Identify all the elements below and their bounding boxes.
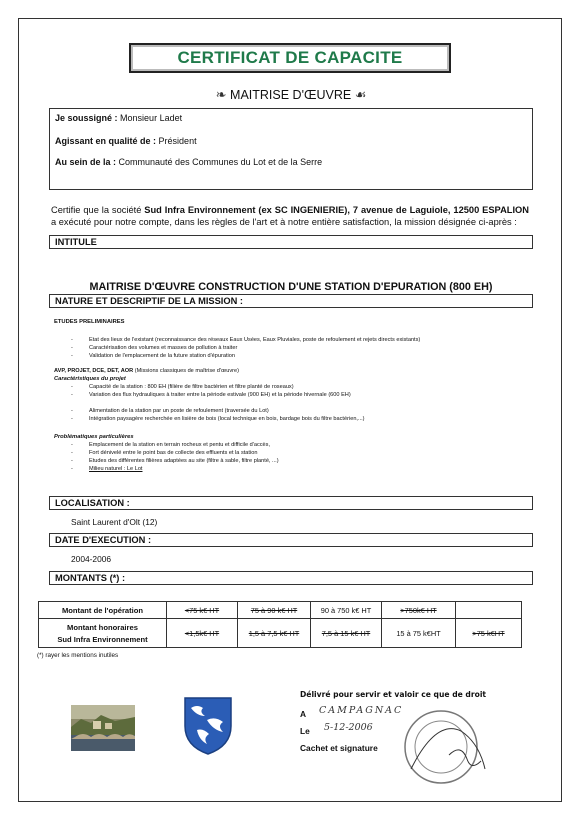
etudes-item: Caractérisation des volumes et masses de pollution à traiter — [89, 345, 238, 351]
row1-label: Montant de l'opération — [39, 602, 167, 619]
ornament-left-icon: ❧ — [215, 87, 227, 102]
prob-item: Emplacement de la station en terrain rocheux et pentu et difficile d'accès, — [89, 442, 270, 448]
row2-cell: <1,5k€ HT — [167, 619, 238, 648]
ornament-right-icon: ☙ — [354, 87, 367, 102]
sein-row — [55, 157, 322, 167]
bullet-icon: - — [71, 353, 73, 359]
row2-label — [39, 619, 167, 648]
carac-item: Intégration paysagère recherchée en lisière de bois (local technique en bois, bardage bois du filtre bactérien,...) — [89, 416, 365, 422]
row2-cell: 15 à 75 k€HT — [382, 619, 456, 648]
bullet-icon: - — [71, 416, 73, 422]
prob-item: Etudes des différentes filières adaptées au site (filtre à sable, filtre planté, ...) — [89, 458, 279, 464]
sein-value: Communauté des Communes du Lot et de la Serre — [118, 157, 323, 167]
prob-item: Fort dénivelé entre le point bas de collecte des effluents et la station — [89, 450, 258, 456]
a-value: CAMPAGNAC — [319, 705, 404, 716]
carac-item: Alimentation de la station par un poste de refoulement (traversée du Lot) — [89, 408, 269, 414]
subtitle-text: MAITRISE D'ŒUVRE — [230, 88, 352, 102]
section-localisation: LOCALISATION : — [49, 496, 533, 510]
avp-sub: (Missions classiques de maîtrise d'œuvre) — [133, 368, 239, 374]
date-value: 2004-2006 — [71, 554, 112, 564]
row1-cell — [456, 602, 522, 619]
bullet-icon: - — [71, 450, 73, 456]
bullet-icon: - — [71, 466, 73, 472]
avp-line — [54, 368, 239, 376]
bullet-icon: - — [71, 384, 73, 390]
row2-label-b: Sud Infra Environnement — [57, 634, 148, 644]
row1-cell: 75 à 90 k€ HT — [238, 602, 311, 619]
stamp-ring — [405, 711, 477, 783]
subtitle — [19, 87, 563, 103]
qualite-row — [55, 136, 197, 146]
delivery-line: Délivré pour servir et valoir ce que de droit — [300, 690, 487, 699]
section-montants: MONTANTS (*) : — [49, 571, 533, 585]
signatory-box — [49, 108, 533, 190]
intro-part2: a exécuté pour notre compte, dans les règles de l'art et à notre entière satisfaction, la mission désignée ci-après : — [51, 216, 517, 227]
shield-icon — [185, 698, 231, 754]
table-row — [39, 619, 522, 648]
row2-label-a: Montant honoraires — [67, 622, 138, 632]
prob-item: Milieu naturel : Le Lot — [89, 466, 143, 472]
avp-heading: AVP, PROJET, DCE, DET, AOR — [54, 368, 134, 374]
etudes-heading: ETUDES PRELIMINAIRES — [54, 319, 125, 325]
stamp-inner-ring — [415, 721, 467, 773]
intro-part1: Certifie que la société — [51, 205, 145, 215]
bullet-icon: - — [71, 442, 73, 448]
carac-heading: Caractéristiques du projet — [54, 376, 126, 382]
intro-company: Sud Infra Environnement (ex SC INGENIERIE), 7 avenue de Laguiole, 12500 ESPALION — [144, 205, 529, 215]
carac-item: Variation des flux hydrauliques à traiter entre la période estivale (900 EH) et la période hivernale (600 EH) — [89, 392, 351, 398]
row2-cell: 7,5 à 15 k€ HT — [311, 619, 382, 648]
row2-cell: >75 k€HT — [456, 619, 522, 648]
official-stamp — [391, 699, 497, 789]
intro-paragraph — [51, 205, 529, 228]
qualite-label: Agissant en qualité de : — [55, 136, 157, 146]
le-value: 5-12-2006 — [324, 722, 373, 733]
row1-cell: 90 à 750 k€ HT — [311, 602, 382, 619]
row1-cell: >750k€ HT — [382, 602, 456, 619]
a-label: A — [300, 709, 307, 719]
qualite-value: Président — [158, 136, 197, 146]
soussigne-value: Monsieur Ladet — [120, 113, 183, 123]
certificate-page — [18, 18, 562, 802]
localisation-value: Saint Laurent d'Olt (12) — [71, 517, 158, 527]
bullet-icon: - — [71, 392, 73, 398]
montants-table — [38, 601, 522, 648]
le-label: Le — [300, 726, 310, 736]
bullet-icon: - — [71, 458, 73, 464]
photo-house — [105, 723, 112, 729]
etudes-item: Etat des lieux de l'existant (reconnaissance des réseaux Eaux Usées, Eaux Pluviales, poste de refoulement et rejets directs existants) — [89, 337, 421, 343]
intitule-text: MAITRISE D'ŒUVRE CONSTRUCTION D'UNE STATION D'EPURATION (800 EH) — [89, 281, 493, 293]
carac-item: Capacité de la station : 800 EH (filière de filtre bactérien et filtre planté de roseaux) — [89, 384, 294, 390]
cachet-label: Cachet et signature — [300, 743, 378, 753]
soussigne-label: Je soussigné : — [55, 113, 118, 123]
bullet-icon: - — [71, 337, 73, 343]
soussigne-row — [55, 113, 182, 123]
section-nature: NATURE ET DESCRIPTIF DE LA MISSION : — [49, 294, 533, 308]
title-box — [129, 43, 451, 73]
bullet-icon: - — [71, 345, 73, 351]
section-date: DATE D'EXECUTION : — [49, 533, 533, 547]
coat-of-arms-icon — [183, 696, 233, 756]
sein-label: Au sein de la : — [55, 157, 117, 167]
row1-cell: <75 k€ HT — [167, 602, 238, 619]
village-photo — [71, 705, 135, 751]
row2-cell: 1,5 à 7,5 k€ HT — [238, 619, 311, 648]
photo-house — [93, 721, 101, 729]
bullet-icon: - — [71, 408, 73, 414]
etudes-item: Validation de l'emplacement de la future station d'épuration — [89, 353, 236, 359]
prob-heading: Problématiques particulières — [54, 434, 134, 440]
certificate-title: CERTIFICAT DE CAPACITE — [177, 48, 403, 67]
footnote: (*) rayer les mentions inutiles — [37, 652, 119, 659]
table-row — [39, 602, 522, 619]
section-intitule: INTITULE — [49, 235, 533, 249]
